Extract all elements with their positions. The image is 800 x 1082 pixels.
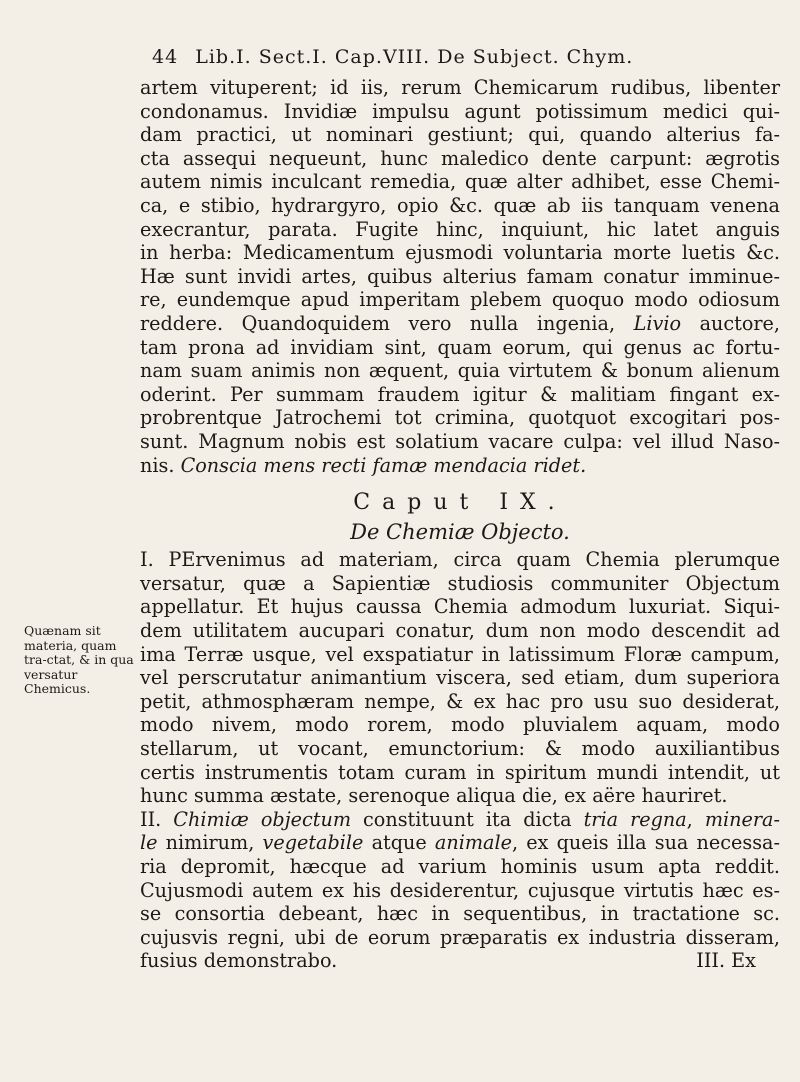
text-line: execrantur, parata. Fugite hinc, inquiunt, hic latet anguis — [140, 217, 780, 241]
text-line: autem nimis inculcant remedia, quæ alter adhibet, esse Chemi- — [140, 170, 780, 194]
text-line: se consortia debeant, hæc in sequentibus, in tractatione sc. — [140, 902, 780, 926]
chapter-subtitle: De Chemiæ Objecto. — [350, 519, 570, 544]
page-number: 44 — [152, 46, 179, 68]
text-line: ria depromit, hæcque ad varium hominis usum apta reddit. — [140, 855, 780, 878]
chapter-heading: Caput IX. — [353, 490, 567, 516]
italic-name: Livio — [633, 311, 682, 335]
text-line: probrentque Jatrochemi tot crimina, quotquot excogitari pos- — [140, 406, 780, 430]
text-line: stellarum, ut vocant, emunctorium: & modo auxiliantibus — [140, 737, 780, 761]
text-line: cta assequi nequeunt, hunc maledico dente carpunt: ægrotis — [140, 146, 780, 170]
text-line: I. PErvenimus ad materiam, circa quam Chemia plerumque — [140, 548, 780, 572]
text-line: Cujusmodi autem ex his desiderentur, cujusque virtutis hæc es- — [140, 878, 780, 902]
text-line: in herba: Medicamentum ejusmodi voluntaria morte luetis &c. — [140, 241, 780, 265]
text-line: tam prona ad invidiam sint, quam eorum, qui genus ac fortu- — [140, 335, 780, 359]
main-text — [140, 76, 780, 973]
text-line: ca, e stibio, hydrargyro, opio &c. quæ ab iis tanquam venena — [140, 193, 780, 217]
text-line: versatur, quæ a Sapientiæ studiosis communiter Objectum — [140, 571, 780, 595]
paragraph-1 — [140, 76, 780, 477]
text-line: sunt. Magnum nobis est solatium vacare culpa: vel illud Naso- — [140, 429, 780, 453]
text-line: oderint. Per summam fraudem igitur & malitiam fingant ex- — [140, 382, 780, 406]
next-section-catchword: III. Ex — [696, 949, 756, 973]
running-title: Lib.I. Sect.I. Cap.VIII. De Subject. Chym. — [195, 46, 634, 68]
text-line: dem utilitatem aucupari conatur, dum non modo descendit ad — [140, 619, 780, 643]
text-line: petit, athmosphæram nempe, & ex hac pro usu suo desiderat, — [140, 689, 780, 713]
margin-note: Quænam sit materia, quam tra-ctat, & in qua versatur Chemicus. — [24, 623, 134, 696]
text-line: nam suam animis non æquent, quia virtutem & bonum alienum — [140, 359, 780, 383]
text-line: certis instrumentis totam curam in spiritum mundi intendit, ut — [140, 760, 780, 784]
paragraph-3 — [140, 808, 780, 973]
text-line: hunc summa æstate, serenoque aliqua die, ex aëre hauriret. — [140, 784, 728, 808]
text-line: fusius demonstrabo. III. Ex — [140, 949, 756, 973]
text-line: re, eundemque apud imperitam plebem quoquo modo odiosum — [140, 288, 780, 312]
text-line: cujusvis regni, ubi de eorum præparatis ex industria disseram, — [140, 925, 780, 949]
text-line: dam practici, ut nominari gestiunt; qui, quando alterius fa- — [140, 123, 780, 147]
text-line: ima Terræ usque, vel exspatiatur in latissimum Floræ campum, — [140, 642, 780, 666]
text-line: appellatur. Et hujus caussa Chemia admodum luxuriat. Siqui- — [140, 595, 780, 619]
text-line: condonamus. Invidiæ impulsu agunt potissimum medici qui- — [140, 99, 780, 123]
text-line: le nimirum, vegetabile atque animale, ex queis illa sua necessa- — [140, 831, 780, 855]
text-line: vel perscrutatur animantium viscera, sed etiam, dum superiora — [140, 666, 780, 690]
text-line: nis. Conscia mens recti famæ mendacia ridet. — [140, 453, 587, 477]
text-line: II. Chimiæ objectum constituunt ita dicta tria regna, minera- — [140, 807, 780, 831]
running-header — [152, 46, 800, 68]
text-line: reddere. Quandoquidem vero nulla ingenia, Livio auctore, — [140, 311, 781, 335]
text-line: Hæ sunt invidi artes, quibus alterius famam conatur imminue- — [140, 264, 780, 288]
text-line: artem vituperent; id iis, rerum Chemicarum rudibus, libenter — [140, 76, 780, 99]
quotation: Conscia mens recti famæ mendacia ridet. — [180, 453, 587, 477]
paragraph-2 — [140, 548, 780, 808]
text-line: modo nivem, modo rorem, modo pluvialem aquam, modo — [140, 713, 780, 737]
